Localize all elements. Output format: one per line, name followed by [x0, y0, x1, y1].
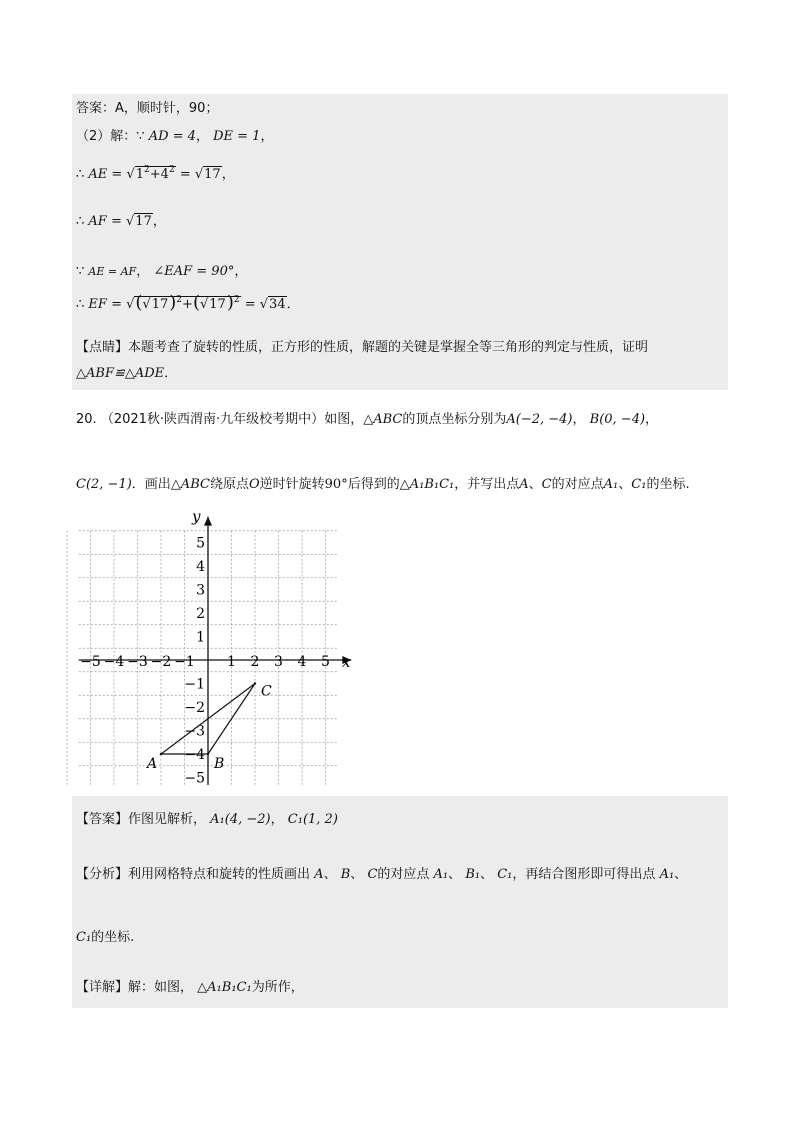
- x-tick-label: 2: [250, 654, 260, 670]
- x-tick-label: 1: [227, 654, 236, 670]
- bottom-answer-line: 【答案】作图见解析， A₁(4, −2)， C₁(1, 2): [76, 812, 338, 827]
- y-tick-label: −2: [184, 700, 205, 716]
- question-line-2: C(2, −1)．画出△ABC绕原点O逆时针旋转90°后得到的△A₁B₁C₁，并写出点A、C的对应点A₁、C₁的坐标.: [76, 477, 690, 492]
- point-label-b: B: [214, 756, 225, 772]
- ae-af-line: ∵ AE = AF， ∠EAF = 90°，: [76, 264, 248, 279]
- x-tick-label: −3: [127, 654, 148, 670]
- x-tick-label: −2: [150, 654, 172, 670]
- detail-line: 【详解】解：如图， △A₁B₁C₁为所作，: [76, 980, 304, 995]
- y-tick-label: −4: [184, 747, 205, 763]
- answer-line: 答案：A，顺时针，90；: [76, 101, 219, 116]
- coordinate-grid: [64, 505, 364, 785]
- x-tick-label: −5: [80, 654, 101, 670]
- ae-line: ∴ AE = $√1^2+4^2 = √17$，: [76, 165, 235, 182]
- question-line-1: 20. （2021秋·陕西渭南·九年级校考期中）如图，△ABC的顶点坐标分别为A(−2, −4)， B(0, −4)，: [76, 412, 659, 427]
- y-tick-label: −3: [184, 723, 205, 740]
- y-axis-arrow: [204, 517, 212, 526]
- point-b: [207, 753, 209, 755]
- point-label-a: A: [147, 756, 158, 772]
- y-tick-label: 2: [196, 606, 205, 622]
- analysis-line-2: C₁的坐标.: [76, 930, 135, 945]
- analysis-line: 【分析】利用网格特点和旋转的性质画出 A、 B、 C的对应点 A₁、 B₁、 C₁，再结合图形即可得出点 A₁、: [76, 867, 688, 882]
- comment-line-2: △ABF≌△ADE．: [76, 366, 178, 381]
- x-tick-label: −4: [103, 654, 125, 670]
- y-axis-label: y: [192, 507, 201, 526]
- y-tick-label: 1: [196, 629, 205, 646]
- y-tick-label: −5: [184, 770, 205, 785]
- point-a: [160, 753, 162, 755]
- x-axis-label: x: [341, 653, 351, 671]
- comment-line: 【点睛】本题考查了旋转的性质，正方形的性质，解题的关键是掌握全等三角形的判定与性质，证明: [76, 340, 649, 355]
- y-tick-label: 3: [196, 582, 205, 599]
- x-tick-label: 4: [297, 654, 307, 670]
- step2-line: （2）解：∵ AD = 4， DE = 1，: [76, 129, 274, 144]
- x-tick-label: 5: [321, 654, 330, 670]
- x-tick-label: −1: [174, 654, 195, 670]
- point-label-c: C: [261, 683, 272, 700]
- y-tick-label: 4: [196, 559, 205, 575]
- y-tick-label: 5: [196, 535, 205, 552]
- y-tick-label: −1: [184, 676, 205, 693]
- x-tick-label: 3: [274, 654, 283, 670]
- ef-line: ∴ EF = $√(√17)^2+(√17)^2 = √34$．: [76, 292, 300, 313]
- point-c: [254, 682, 256, 684]
- af-line: ∴ AF = √17，: [76, 214, 166, 229]
